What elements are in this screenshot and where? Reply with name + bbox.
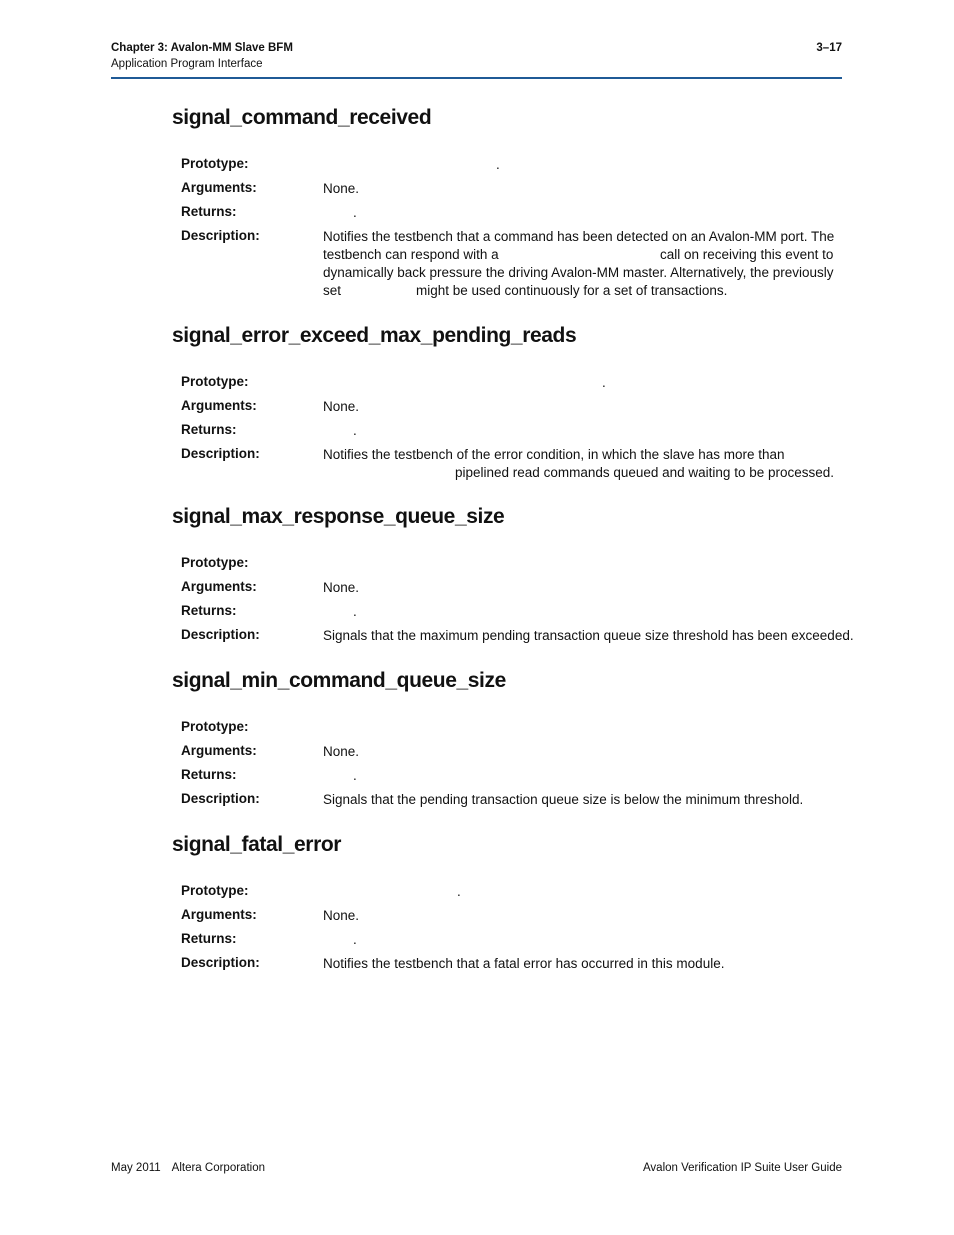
arguments-value: None.: [323, 181, 360, 196]
description-line: Notifies the testbench of the error condition, in which the slave has more than: [323, 447, 785, 462]
arguments-value: None.: [323, 908, 360, 923]
arguments-label: Arguments:: [181, 907, 257, 922]
prototype-label: Prototype:: [181, 156, 249, 171]
returns-label: Returns:: [181, 422, 237, 437]
description-line: set: [323, 283, 342, 298]
description-line: might be used continuously for a set of transactions.: [416, 283, 728, 298]
section-title: signal_max_response_queue_size: [172, 505, 505, 528]
returns-value: .: [353, 423, 357, 438]
arguments-label: Arguments:: [181, 398, 257, 413]
prototype-value: .: [496, 157, 500, 172]
arguments-value: None.: [323, 399, 360, 414]
arguments-label: Arguments:: [181, 579, 257, 594]
description-line: Notifies the testbench that a fatal error has occurred in this module.: [323, 956, 725, 971]
returns-value: .: [353, 768, 357, 783]
section-subtitle: Application Program Interface: [111, 58, 263, 70]
section-title: signal_fatal_error: [172, 833, 342, 856]
prototype-value: .: [457, 884, 461, 899]
footer-guide-title: Avalon Verification IP Suite User Guide: [642, 1162, 842, 1174]
description-line: testbench can respond with a: [323, 247, 499, 262]
section-title: signal_min_command_queue_size: [172, 669, 506, 692]
description-line: Signals that the pending transaction queue size is below the minimum threshold.: [323, 792, 804, 807]
prototype-value: .: [602, 375, 606, 390]
description-label: Description:: [181, 791, 260, 806]
arguments-label: Arguments:: [181, 743, 257, 758]
prototype-label: Prototype:: [181, 374, 249, 389]
page-header: [111, 42, 842, 78]
description-label: Description:: [181, 446, 260, 461]
description-label: Description:: [181, 228, 260, 243]
returns-label: Returns:: [181, 931, 237, 946]
header-rule: [111, 77, 842, 79]
returns-value: .: [353, 205, 357, 220]
returns-value: .: [353, 604, 357, 619]
page-number: 3–17: [816, 42, 842, 54]
description-line: Signals that the maximum pending transaction queue size threshold has been exceeded.: [323, 628, 854, 643]
description-line: pipelined read commands queued and waiting to be processed.: [455, 465, 835, 480]
arguments-label: Arguments:: [181, 180, 257, 195]
arguments-value: None.: [323, 744, 360, 759]
description-line: dynamically back pressure the driving Avalon-MM master. Alternatively, the previously: [323, 265, 834, 280]
chapter-title: Chapter 3: Avalon-MM Slave BFM: [111, 42, 293, 54]
returns-label: Returns:: [181, 767, 237, 782]
description-label: Description:: [181, 627, 260, 642]
section-title: signal_error_exceed_max_pending_reads: [172, 324, 577, 347]
prototype-label: Prototype:: [181, 719, 249, 734]
prototype-label: Prototype:: [181, 883, 249, 898]
section-title: signal_command_received: [172, 106, 432, 129]
footer-company: Altera Corporation: [171, 1162, 265, 1174]
arguments-value: None.: [323, 580, 360, 595]
description-line: call on receiving this event to: [660, 247, 834, 262]
returns-value: .: [353, 932, 357, 947]
prototype-label: Prototype:: [181, 555, 249, 570]
page-footer-left: [111, 1162, 265, 1174]
returns-label: Returns:: [181, 204, 237, 219]
footer-date: May 2011: [111, 1162, 161, 1174]
returns-label: Returns:: [181, 603, 237, 618]
description-label: Description:: [181, 955, 260, 970]
description-line: Notifies the testbench that a command has been detected on an Avalon-MM port. The: [323, 229, 835, 244]
